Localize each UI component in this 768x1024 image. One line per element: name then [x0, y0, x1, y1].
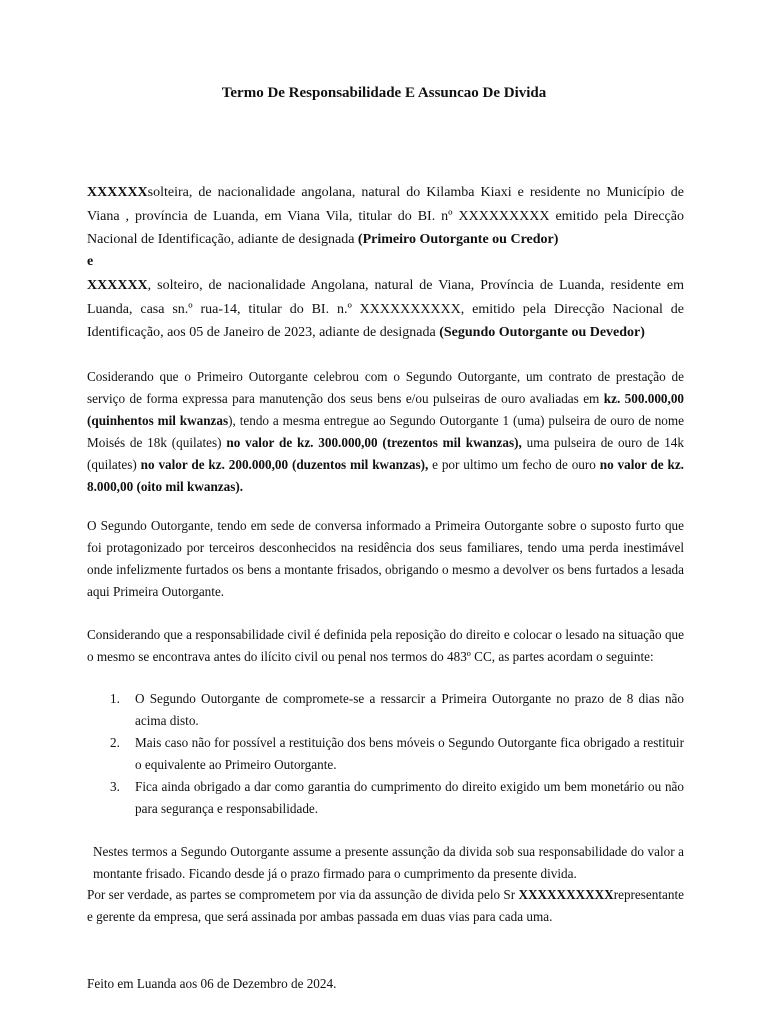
party-one-paragraph [87, 181, 684, 252]
list-item [87, 776, 684, 820]
party-two-paragraph [87, 274, 684, 345]
clause-number: 1. [110, 691, 120, 706]
clause-number: 2. [110, 735, 120, 750]
party-two-details: , solteiro, de nacionalidade Angolana, natural de Viana, Província de Luanda, residente em Luanda, casa sn.º rua-14, titular do BI. n.º XXXXXXXXXX, emitido pela Direcção Nacional de Identificação, aos 05 de Janeiro de 2023, adiante de designada [87, 278, 684, 340]
clause-number: 3. [110, 779, 120, 794]
clause-text: Mais caso não for possível a restituição dos bens móveis o Segundo Outorgante fica obrigado a restituir o equivalente ao Primeiro Outorgante. [135, 735, 684, 772]
theft-paragraph: O Segundo Outorgante, tendo em sede de conversa informado a Primeira Outorgante sobre o suposto furto que foi protagonizado por terceiros desconhecidos na residência dos seus familiares, tendo uma perda inestimável onde infelizmente furtados os bens a montante frisados, obrigando o mesmo a devolver os bens furtados a lesada aqui Primeira Outorgante. [87, 518, 684, 599]
para1-bold-3: no valor de kz. 200.000,00 (duzentos mil kwanzas), [140, 457, 429, 472]
clause-text: Fica ainda obrigado a dar como garantia do cumprimento do direito exigido um bem monetário ou não para segurança e responsabilidade. [135, 779, 684, 816]
para1-text-4: e por ultimo um fecho de ouro [428, 457, 600, 472]
para1-bold-4: no valor de kz. 8.000,00 (oito mil kwanzas). [87, 457, 684, 494]
representative-name: XXXXXXXXXX [518, 887, 614, 902]
terms-paragraph: Nestes termos a Segundo Outorgante assume a presente assunção da divida sob sua responsabilidade do valor a montante frisado. Ficando desde já o prazo firmado para o cumprimento da presente divida. [93, 844, 684, 881]
para1-text-2: ), tendo a mesma entregue ao Segundo Outorgante 1 (uma) pulseira de ouro de nome Moisés de 18k (quilates) [87, 413, 684, 450]
para1-bold-2: no valor de kz. 300.000,00 (trezentos mil kwanzas), [226, 435, 522, 450]
para5-text-2: representante e gerente da empresa, que será assinada por ambas passada em duas vias para cada uma. [87, 887, 684, 924]
closing-date-line: Feito em Luanda aos 06 de Dezembro de 2024. [87, 976, 337, 991]
clause-text: O Segundo Outorgante de compromete-se a ressarcir a Primeira Outorgante no prazo de 8 dias não acima disto. [135, 691, 684, 728]
connector-text: e [87, 254, 94, 269]
para1-bold-1: kz. 500.000,00 (quinhentos mil kwanzas [87, 391, 685, 428]
clauses-list [87, 688, 684, 820]
party-two-role: (Segundo Outorgante ou Devedor) [439, 325, 645, 340]
considering-contract-paragraph [87, 366, 684, 498]
truth-paragraph [87, 884, 684, 928]
document-title: Termo De Responsabilidade E Assuncao De Divida [221, 85, 547, 101]
para5-text-1: Por ser verdade, as partes se comprometem por via da assunção de divida pelo Sr [87, 887, 519, 902]
list-item [87, 688, 684, 732]
list-item [87, 732, 684, 776]
para1-text-3: uma pulseira de ouro de 14k (quilates) [87, 435, 684, 472]
para1-text-1: Cosiderando que o Primeiro Outorgante celebrou com o Segundo Outorgante, um contrato de prestação de serviço de forma expressa para manutenção dos seus bens e/ou pulseiras de ouro avaliadas em [87, 369, 684, 406]
party-one-name: XXXXXX [87, 185, 148, 200]
party-two-name: XXXXXX [87, 278, 148, 293]
civil-responsibility-paragraph: Considerando que a responsabilidade civil é definida pela reposição do direito e colocar o lesado na situação que o mesmo se encontrava antes do ilícito civil ou penal nos termos do 483º CC, as partes acordam o seguinte: [87, 627, 684, 664]
party-one-details: solteira, de nacionalidade angolana, natural do Kilamba Kiaxi e residente no Município de Viana , província de Luanda, em Viana Vila, titular do BI. nº XXXXXXXXX emitido pela Direcção Nacional de Identificação, adiante de designada [87, 185, 684, 247]
party-one-role: (Primeiro Outorgante ou Credor) [357, 232, 559, 247]
